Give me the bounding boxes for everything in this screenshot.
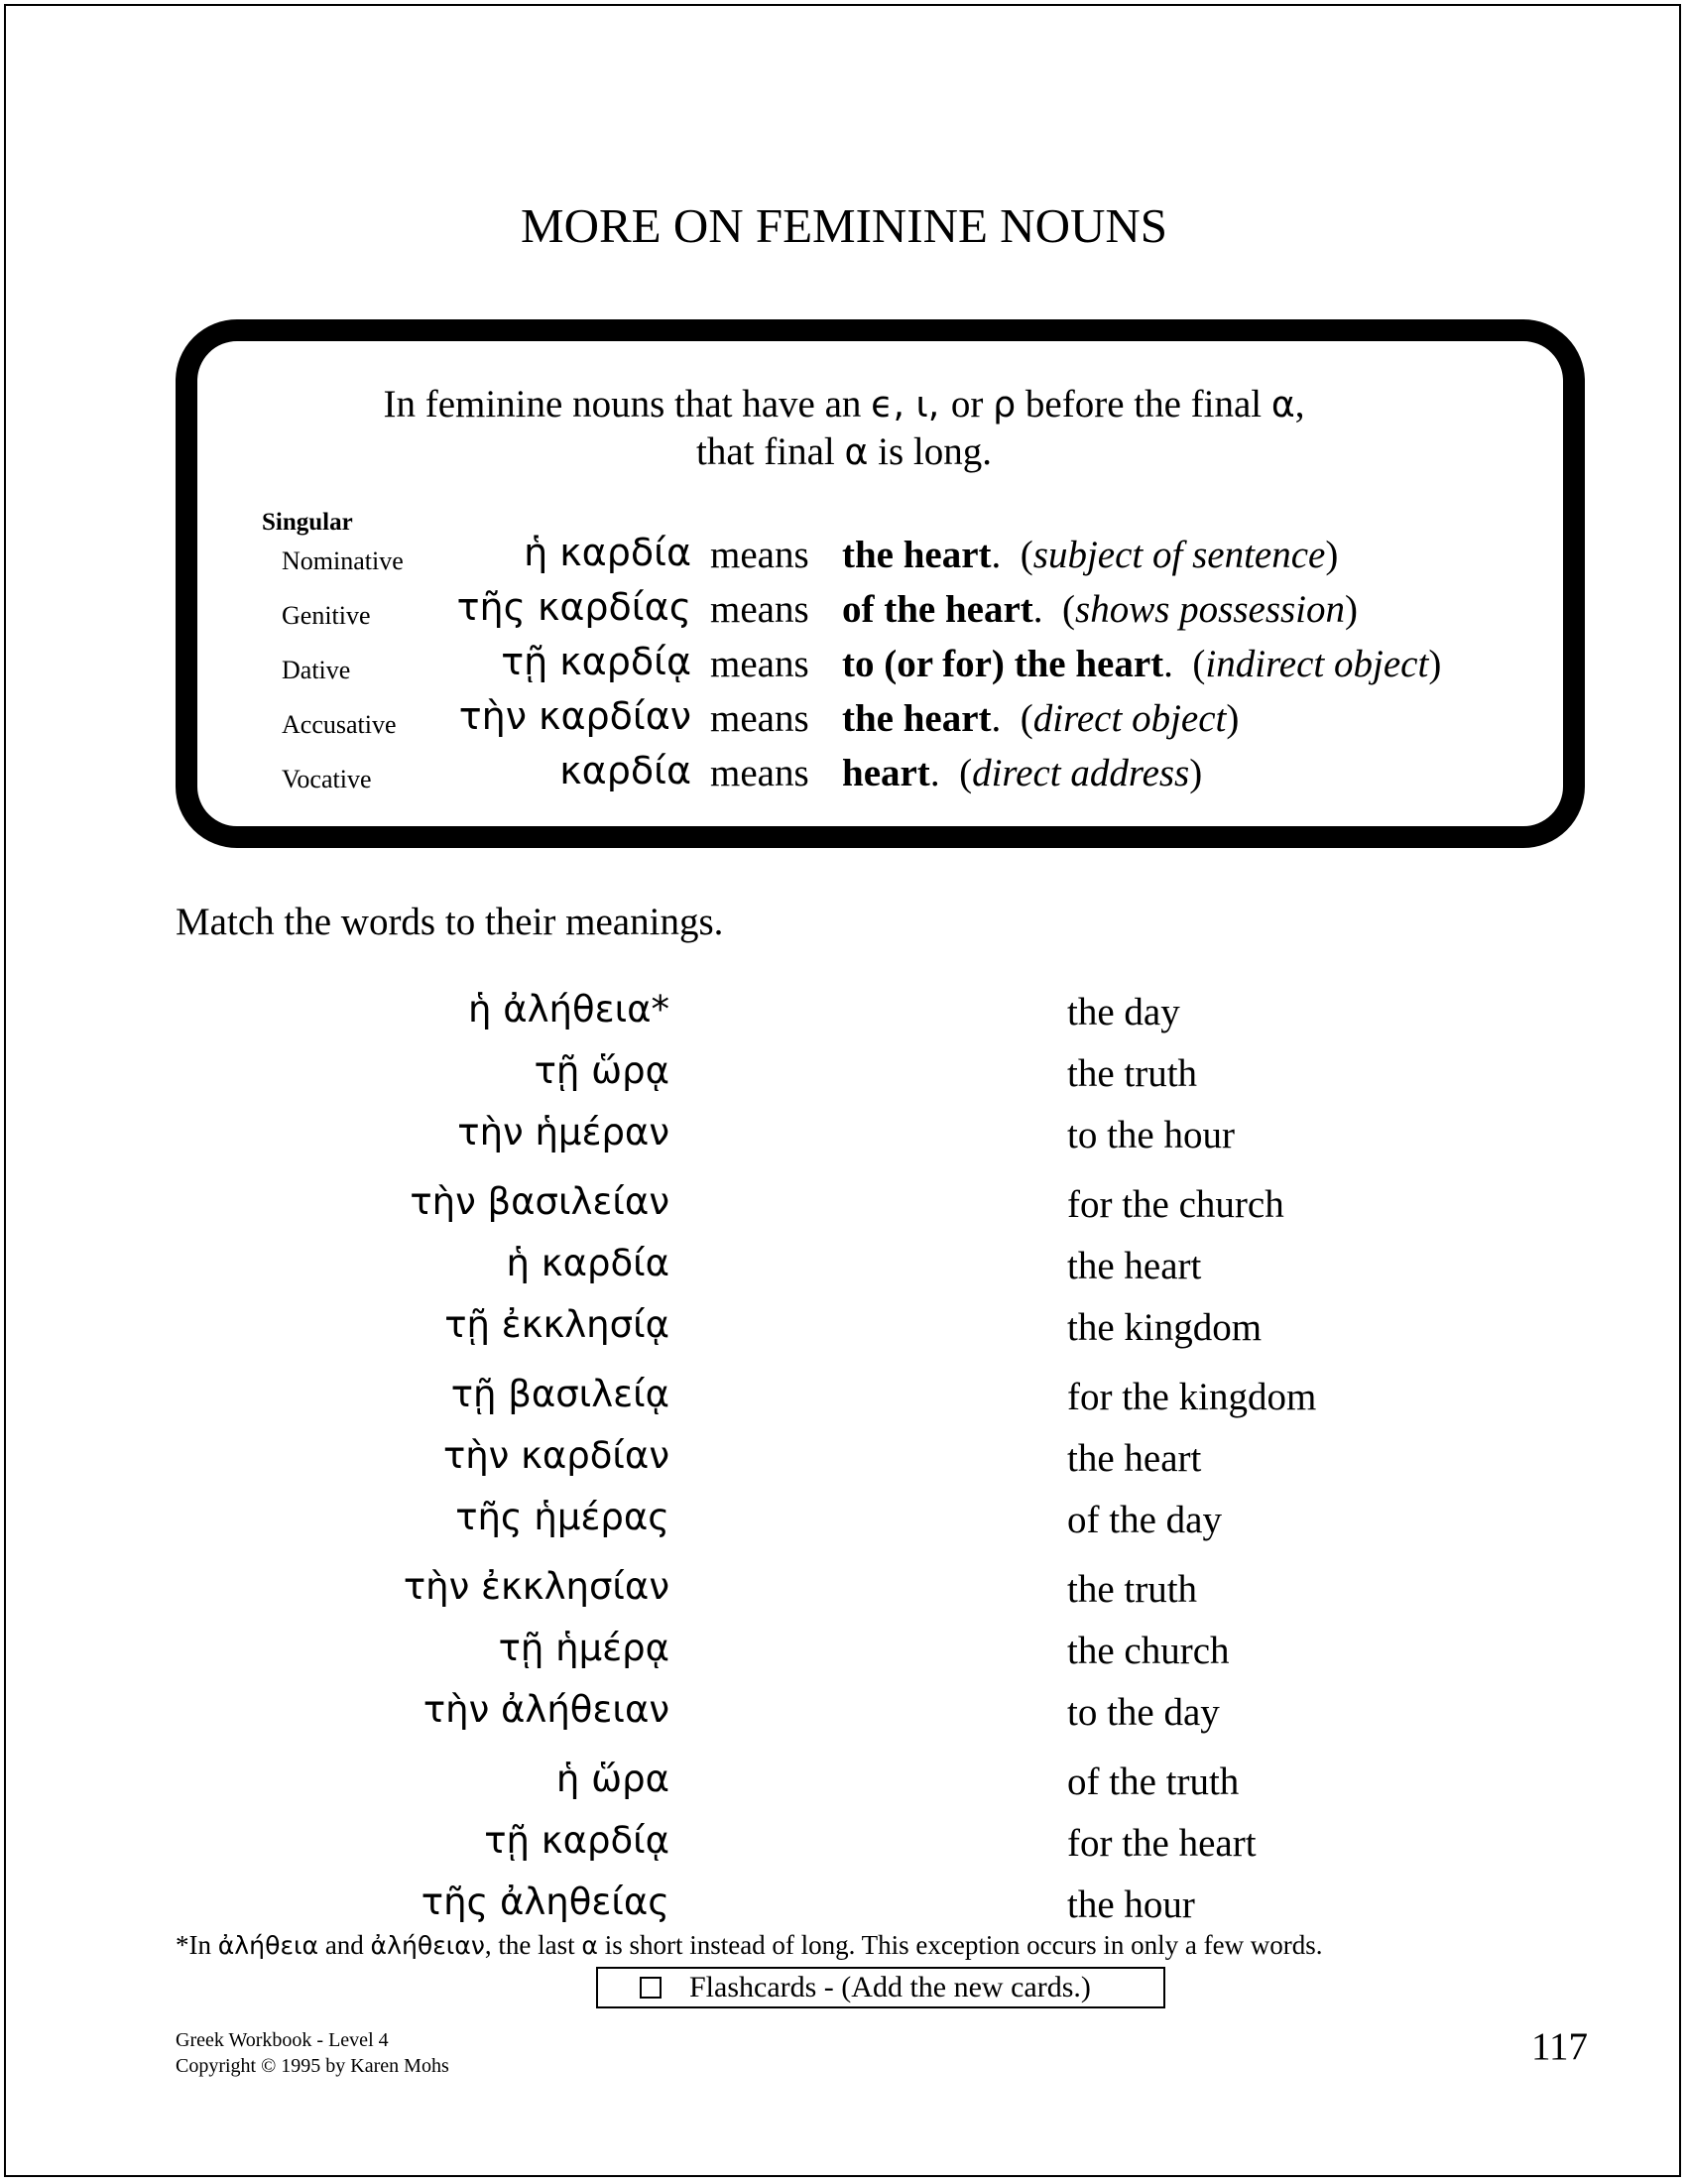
- case-usage-note: direct object: [1032, 697, 1227, 740]
- case-meaning: of the heart. (shows possession): [842, 588, 1359, 631]
- match-english-meaning: of the truth: [1067, 1760, 1240, 1803]
- rule-rho: ρ: [993, 383, 1017, 425]
- declension-row: [0, 749, 1688, 803]
- match-row: [0, 988, 1688, 1043]
- match-greek-word: τὴν ἐκκλησίαν: [403, 1565, 669, 1608]
- match-english-meaning: the kingdom: [1067, 1306, 1263, 1349]
- page-number: 117: [1530, 2025, 1588, 2068]
- match-row: [0, 1758, 1688, 1813]
- case-greek-form: τῆς καρδίας: [456, 585, 691, 629]
- match-greek-word: τῇ ἐκκλησίᾳ: [444, 1303, 669, 1346]
- match-greek-word: ἡ ἀλήθεια*: [468, 988, 669, 1031]
- case-meaning: heart. (direct address): [842, 752, 1203, 794]
- case-meaning: to (or for) the heart. (indirect object): [842, 643, 1442, 685]
- match-greek-word: τῆς ἀληθείας: [421, 1881, 669, 1923]
- declension-row: [0, 694, 1688, 749]
- footnote-and: and: [318, 1930, 371, 1960]
- match-row: [0, 1881, 1688, 1936]
- match-row: [0, 1434, 1688, 1490]
- rule-letters: ϵ, ι,: [871, 383, 951, 425]
- match-greek-word: τῇ ἡμέρᾳ: [498, 1627, 669, 1669]
- footnote-word2: ἀλήθειαν: [370, 1931, 485, 1960]
- rule-text-start: In feminine nouns that have an: [383, 383, 872, 425]
- match-greek-word: τῇ ὥρᾳ: [534, 1049, 669, 1092]
- match-greek-word: ἡ καρδία: [506, 1242, 669, 1284]
- case-label: Genitive: [282, 601, 371, 630]
- match-greek-word: τὴν ἡμέραν: [457, 1111, 669, 1153]
- case-translation: the heart: [842, 534, 992, 576]
- page-title: MORE ON FEMININE NOUNS: [521, 198, 1167, 253]
- case-label: Nominative: [282, 546, 404, 575]
- case-usage-note: subject of sentence: [1032, 534, 1326, 576]
- match-row: [0, 1373, 1688, 1428]
- means-word: means: [710, 588, 809, 631]
- rule-line2-alpha: α: [844, 430, 869, 473]
- rule-alpha: α: [1270, 383, 1295, 425]
- means-word: means: [710, 752, 809, 794]
- rule-or: or: [950, 383, 994, 425]
- footnote-word1: ἀλήθεια: [217, 1931, 319, 1960]
- rule-statement: [0, 381, 1688, 476]
- match-row: [0, 1111, 1688, 1166]
- match-greek-word: τῇ βασιλείᾳ: [450, 1373, 669, 1415]
- match-english-meaning: the truth: [1067, 1568, 1198, 1611]
- case-greek-form: τὴν καρδίαν: [458, 694, 691, 738]
- case-greek-form: ἡ καρδία: [524, 531, 691, 574]
- case-greek-form: καρδία: [559, 749, 691, 792]
- case-translation: the heart: [842, 697, 992, 740]
- exercise-instructions: Match the words to their meanings.: [176, 901, 724, 943]
- case-meaning: the heart. (direct object): [842, 697, 1240, 740]
- match-english-meaning: the truth: [1067, 1052, 1198, 1095]
- match-english-meaning: the church: [1067, 1630, 1230, 1672]
- case-greek-form: τῇ καρδίᾳ: [501, 640, 691, 683]
- footnote-alpha: α: [581, 1931, 598, 1960]
- footnote-rest: is short instead of long. This exception occurs in only a few words.: [597, 1930, 1323, 1960]
- flashcards-box: [596, 1967, 1165, 2008]
- case-usage-note: shows possession: [1075, 588, 1346, 631]
- match-row: [0, 1049, 1688, 1105]
- rule-comma: ,: [1294, 383, 1305, 425]
- rule-text-middle: before the final: [1016, 383, 1271, 425]
- footer-book-title: Greek Workbook - Level 4: [176, 2029, 389, 2051]
- case-label: Accusative: [282, 710, 397, 739]
- match-row: [0, 1688, 1688, 1744]
- match-row: [0, 1496, 1688, 1551]
- match-row: [0, 1819, 1688, 1875]
- match-row: [0, 1627, 1688, 1682]
- declension-row: [0, 531, 1688, 585]
- footnote-mid: , the last: [484, 1930, 582, 1960]
- match-greek-word: ἡ ὥρα: [555, 1758, 669, 1800]
- case-usage-note: indirect object: [1205, 643, 1429, 685]
- match-english-meaning: to the day: [1067, 1691, 1220, 1734]
- means-word: means: [710, 534, 809, 576]
- match-english-meaning: the heart: [1067, 1437, 1202, 1480]
- flashcards-label: Flashcards - (Add the new cards.): [689, 1971, 1091, 2003]
- match-english-meaning: to the hour: [1067, 1114, 1235, 1156]
- match-english-meaning: for the heart: [1067, 1822, 1257, 1865]
- means-word: means: [710, 643, 809, 685]
- match-greek-word: τῇ καρδίᾳ: [484, 1819, 669, 1862]
- rule-line2-end: is long.: [868, 430, 992, 473]
- means-word: means: [710, 697, 809, 740]
- footer-copyright: Copyright © 1995 by Karen Mohs: [176, 2055, 449, 2077]
- match-english-meaning: the heart: [1067, 1245, 1202, 1287]
- match-english-meaning: for the church: [1067, 1183, 1284, 1226]
- case-meaning: the heart. (subject of sentence): [842, 534, 1339, 576]
- declension-row: [0, 585, 1688, 640]
- declension-row: [0, 640, 1688, 694]
- flashcards-checkbox[interactable]: [640, 1977, 662, 1999]
- match-row: [0, 1303, 1688, 1359]
- rule-line2-start: that final: [696, 430, 845, 473]
- case-translation: to (or for) the heart: [842, 643, 1164, 685]
- match-english-meaning: for the kingdom: [1067, 1376, 1317, 1418]
- case-translation: heart: [842, 752, 930, 794]
- match-greek-word: τὴν καρδίαν: [442, 1434, 669, 1477]
- match-english-meaning: the hour: [1067, 1883, 1195, 1926]
- case-label: Vocative: [282, 765, 372, 793]
- singular-label: Singular: [262, 509, 353, 536]
- match-english-meaning: the day: [1067, 991, 1180, 1033]
- match-row: [0, 1242, 1688, 1297]
- match-english-meaning: of the day: [1067, 1499, 1222, 1541]
- case-label: Dative: [282, 656, 351, 684]
- footnote: [176, 1930, 1323, 1961]
- case-usage-note: direct address: [972, 752, 1190, 794]
- case-translation: of the heart: [842, 588, 1033, 631]
- match-greek-word: τὴν ἀλήθειαν: [422, 1688, 669, 1731]
- match-row: [0, 1180, 1688, 1236]
- match-row: [0, 1565, 1688, 1621]
- footnote-start: *In: [176, 1930, 218, 1960]
- match-greek-word: τῆς ἡμέρας: [455, 1496, 669, 1538]
- match-greek-word: τὴν βασιλείαν: [410, 1180, 669, 1223]
